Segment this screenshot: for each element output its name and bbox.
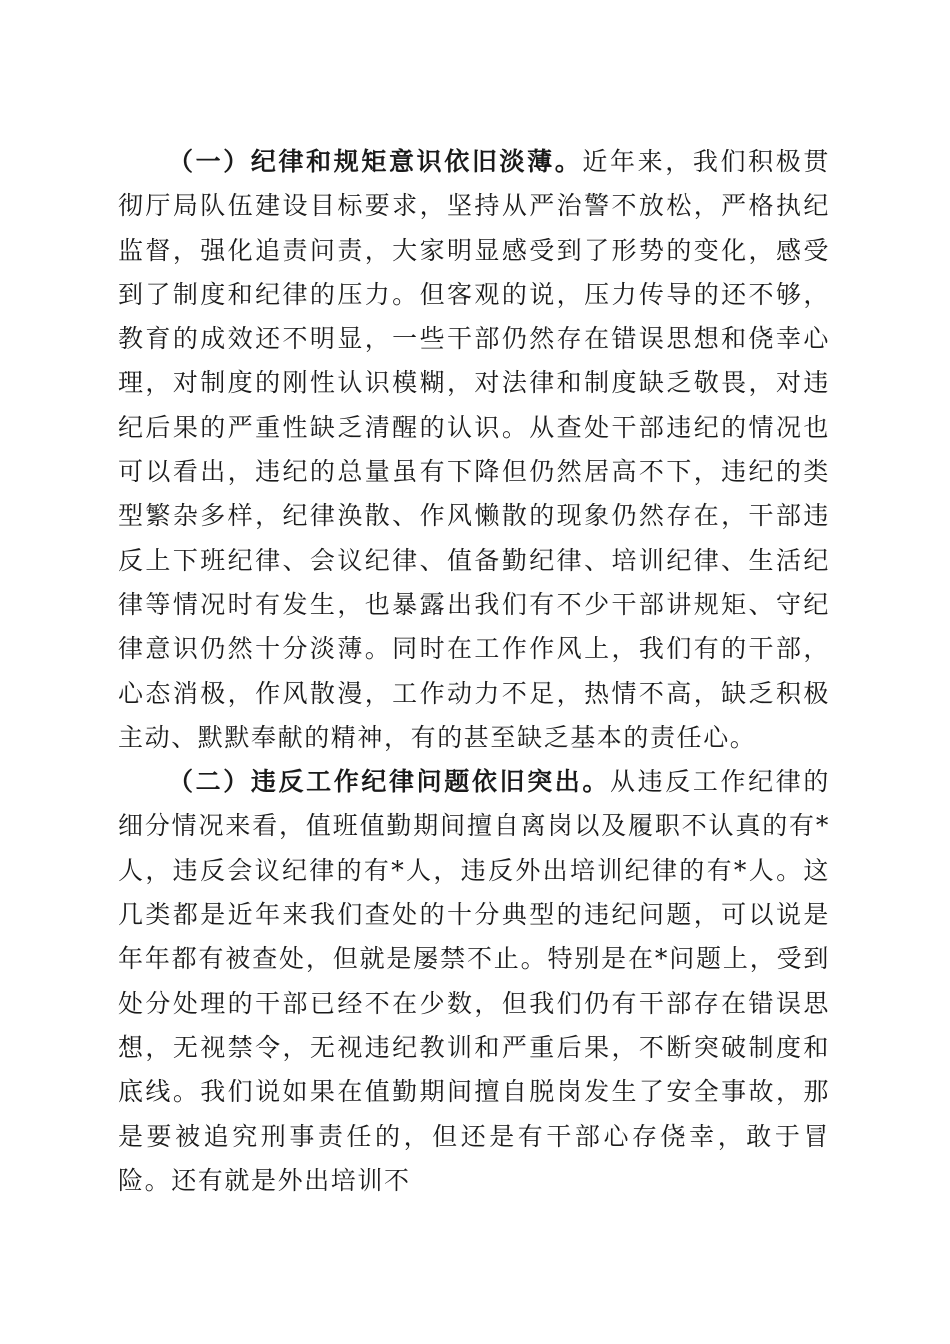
document-body [118,140,830,1203]
paragraph-text: 从违反工作纪律的细分情况来看，值班值勤期间擅自离岗以及履职不认真的有*人，违反会议纪律的有*人，违反外出培训纪律的有*人。这几类都是近年来我们查处的十分典型的违纪问题，可以说是年年都有被查处，但就是屡禁不止。特别是在*问题上，受到处分处理的干部已经不在少数，但我们仍有干部存在错误思想，无视禁令，无视违纪教训和严重后果，不断突破制度和底线。我们说如果在值勤期间擅自脱岗发生了安全事故，那是要被追究刑事责任的，但还是有干部心存侥幸，敢于冒险。还有就是外出培训不 [118,767,830,1195]
paragraph-work-discipline [118,760,830,1203]
paragraph-text: 近年来，我们积极贯彻厅局队伍建设目标要求，坚持从严治警不放松，严格执纪监督，强化追责问责，大家明显感受到了形势的变化，感受到了制度和纪律的压力。但客观的说，压力传导的还不够，教育的成效还不明显，一些干部仍然存在错误思想和侥幸心理，对制度的刚性认识模糊，对法律和制度缺乏敬畏，对违纪后果的严重性缺乏清醒的认识。从查处干部违纪的情况也可以看出，违纪的总量虽有下降但仍然居高不下，违纪的类型繁杂多样，纪律涣散、作风懒散的现象仍然存在，干部违反上下班纪律、会议纪律、值备勤纪律、培训纪律、生活纪律等情况时有发生，也暴露出我们有不少干部讲规矩、守纪律意识仍然十分淡薄。同时在工作作风上，我们有的干部，心态消极，作风散漫，工作动力不足，热情不高，缺乏积极主动、默默奉献的精神，有的甚至缺乏基本的责任心。 [118,147,830,752]
paragraph-discipline-awareness [118,140,830,760]
paragraph-heading: （二）违反工作纪律问题依旧突出。 [168,767,611,797]
paragraph-heading: （一）纪律和规矩意识依旧淡薄。 [168,147,583,176]
